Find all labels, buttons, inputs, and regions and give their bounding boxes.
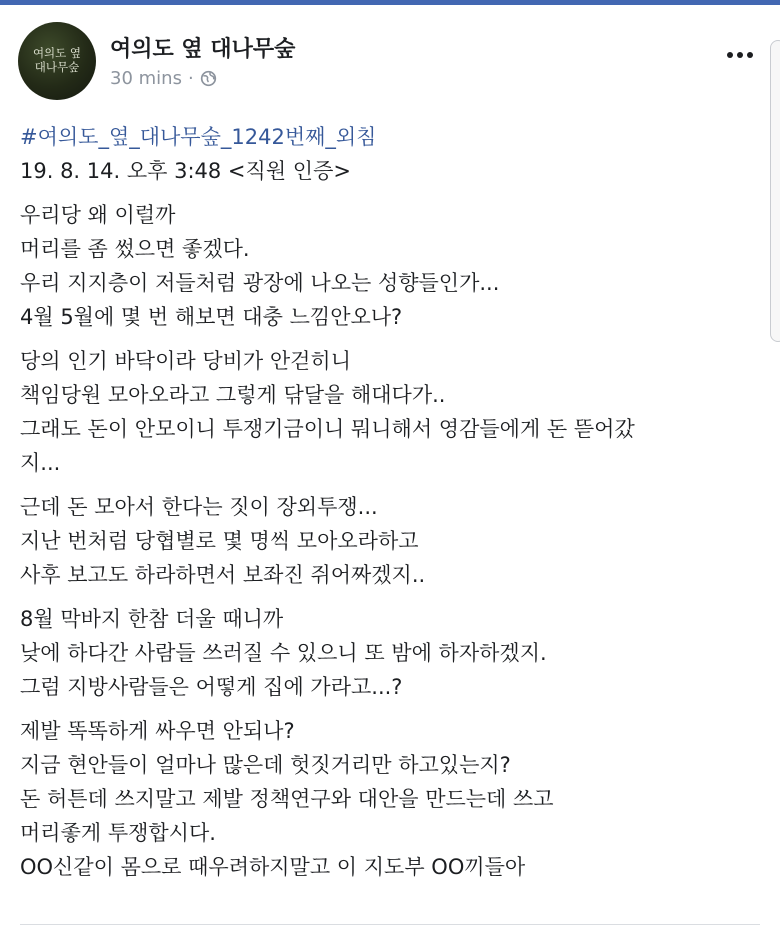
post-line: OO신같이 몸으로 때우려하지말고 이 지도부 OO끼들아	[20, 855, 526, 879]
post-line: 그럼 지방사람들은 어떻게 집에 가라고...?	[20, 675, 403, 699]
post-hashtag-link[interactable]: #여의도_옆_대나무숲_1242번째_외침	[20, 125, 377, 149]
post-line: 그래도 돈이 안모이니 투쟁기금이니 뭐니해서 영감들에게 돈 뜯어갔	[20, 417, 635, 441]
more-dot-icon	[747, 52, 753, 58]
post-paragraph	[20, 602, 760, 704]
post-line: 근데 돈 모아서 한다는 짓이 장외투쟁...	[20, 495, 378, 519]
more-dot-icon	[727, 52, 733, 58]
post-paragraph	[20, 714, 760, 884]
more-dot-icon	[737, 52, 743, 58]
top-accent-bar	[0, 0, 780, 5]
post-meta	[110, 68, 217, 89]
post-line: 4월 5월에 몇 번 해보면 대충 느낌안오나?	[20, 305, 403, 329]
post-line: 제발 똑똑하게 싸우면 안되나?	[20, 719, 295, 743]
post-paragraph	[20, 344, 760, 480]
post-date-line: 19. 8. 14. 오후 3:48 <직원 인증>	[20, 159, 351, 183]
avatar-label-line2: 대나무숲	[34, 60, 80, 74]
post-paragraph	[20, 490, 760, 592]
post-line: 지난 번처럼 당협별로 몇 명씩 모아오라하고	[20, 529, 419, 553]
post-line: 사후 보고도 하라하면서 보좌진 쥐어짜겠지..	[20, 563, 426, 587]
page-name-link[interactable]: 여의도 옆 대나무숲	[110, 37, 296, 62]
scrollbar[interactable]	[770, 40, 780, 342]
post-line: 머리좋게 투쟁합시다.	[20, 821, 216, 845]
more-options-button[interactable]	[718, 40, 762, 70]
post-line: 당의 인기 바닥이라 당비가 안걷히니	[20, 349, 351, 373]
post-line: 낮에 하다간 사람들 쓰러질 수 있으니 또 밤에 하자하겠지.	[20, 641, 547, 665]
page-avatar[interactable]	[18, 22, 96, 100]
post-line: 돈 허튼데 쓰지말고 제발 정책연구와 대안을 만드는데 쓰고	[20, 787, 554, 811]
post-line: 우리 지지층이 저들처럼 광장에 나오는 성향들인가...	[20, 271, 500, 295]
post-line: 우리당 왜 이럴까	[20, 203, 176, 227]
post-line: 지금 현안들이 얼마나 많은데 헛짓거리만 하고있는지?	[20, 753, 511, 777]
post-line: 머리를 좀 썼으면 좋겠다.	[20, 237, 250, 261]
post-line: 8월 막바지 한참 더울 때니까	[20, 607, 284, 631]
post-timestamp[interactable]: 30 mins	[110, 68, 182, 89]
post-body	[20, 120, 760, 884]
post-paragraph	[20, 198, 760, 334]
meta-separator: ·	[187, 68, 194, 89]
post-line: 책임당원 모아오라고 그렇게 닦달을 해대다가..	[20, 383, 446, 407]
globe-icon	[200, 70, 217, 87]
post-line: 지...	[20, 451, 61, 475]
avatar-label-line1: 여의도 옆	[32, 46, 82, 60]
post-divider	[20, 924, 760, 925]
